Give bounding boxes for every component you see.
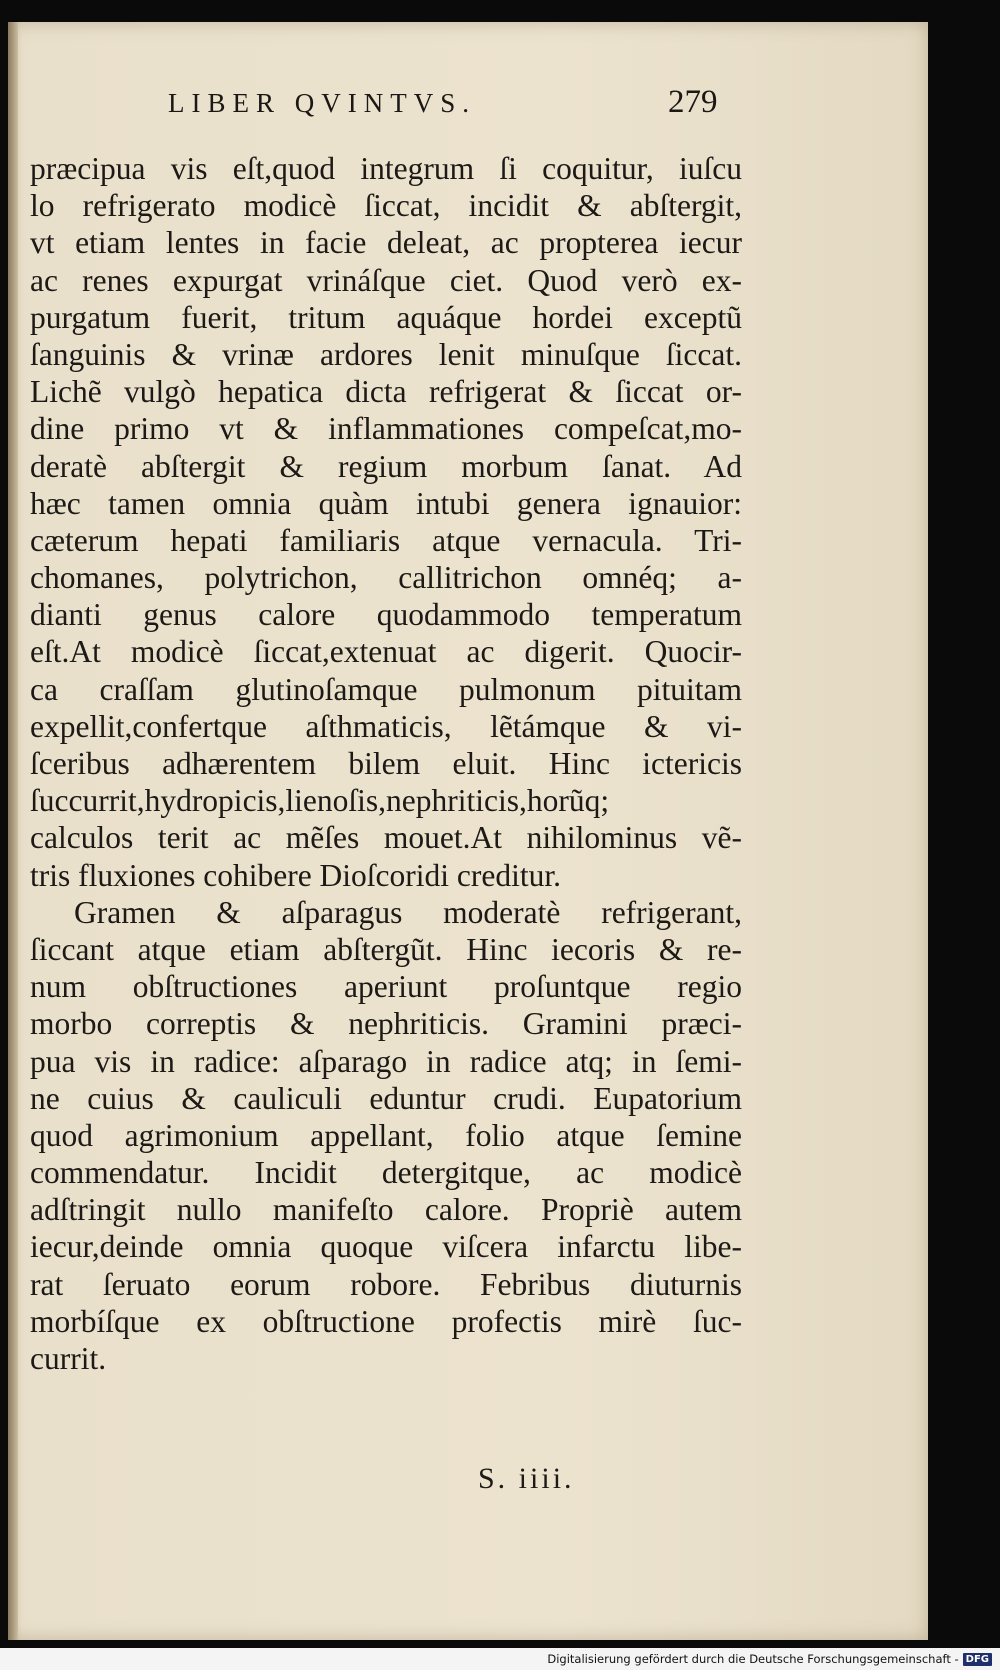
text-line: præcipua vis eſt,quod integrum ſi coquitur, iuſcu (30, 151, 742, 186)
funding-credit: Digitalisierung gefördert durch die Deutsche Forschungsgemeinschaft - (547, 1652, 959, 1666)
text-line: currit. (30, 1341, 107, 1376)
text-line: morbo correptis & nephriticis. Gramini præci- (30, 1006, 742, 1042)
text-line: rat ſeruato eorum robore. Febribus diuturnis (30, 1266, 742, 1302)
text-line: morbíſque ex obſtructione profectis mirè ſuc- (30, 1303, 742, 1339)
text-line: adſtringit nullo manifeſto calore. Propriè autem (30, 1192, 742, 1228)
dfg-logo: DFG (963, 1653, 992, 1666)
text-line: lo refrigerato modicè ſiccat, incidit & abſtergit, (30, 188, 742, 224)
text-line: Lichẽ vulgò hepatica dicta refrigerat & ſiccat or- (30, 374, 742, 410)
text-line: dianti genus calore quodammodo temperatum (30, 597, 742, 633)
text-line: ſiccant atque etiam abſtergũt. Hinc iecoris & re- (30, 931, 742, 967)
page-number: 279 (668, 84, 718, 120)
signature-mark: S. iiii. (478, 1462, 575, 1495)
text-line: num obſtructiones aperiunt proſuntque regio (30, 969, 742, 1005)
text-line: commendatur. Incidit detergitque, ac modicè (30, 1155, 742, 1191)
text-line: calculos terit ac mẽſes mouet.At nihilominus vẽ- (30, 820, 742, 856)
text-line: eſt.At modicè ſiccat,extenuat ac digerit. Quocir- (30, 634, 742, 670)
text-line: quod agrimonium appellant, folio atque ſemine (30, 1117, 742, 1153)
text-line: ac renes expurgat vrináſque ciet. Quod verò ex- (30, 262, 742, 298)
text-line: ca craſſam glutinoſamque pulmonum pituitam (30, 671, 742, 707)
text-line: ne cuius & cauliculi eduntur crudi. Eupatorium (30, 1080, 742, 1116)
text-line: pua vis in radice: aſparago in radice atq; in ſemi- (30, 1043, 742, 1079)
text-line: ſuccurrit,hydropicis,lienoſis,nephriticis,horũq; (30, 783, 610, 819)
text-line: ſceribus adhærentem bilem eluit. Hinc ictericis (30, 746, 742, 781)
text-line: chomanes, polytrichon, callitrichon omnéq; a- (30, 560, 742, 596)
page-binding-edge (8, 22, 18, 1640)
text-line: deratè abſtergit & regium morbum ſanat. Ad (30, 448, 742, 484)
text-line: tris fluxiones cohibere Dioſcoridi creditur. (30, 857, 561, 893)
text-line: ſanguinis & vrinæ ardores lenit minuſque ſiccat. (30, 336, 742, 372)
running-title: LIBER QVINTVS. (168, 88, 476, 118)
text-line: expellit,confertque aſthmaticis, lẽtámque & vi- (30, 708, 742, 744)
text-line: dine primo vt & inflammationes compeſcat,mo- (30, 411, 742, 447)
text-line: hæc tamen omnia quàm intubi genera ignauior: (30, 485, 742, 521)
running-head (8, 84, 928, 128)
text-line: Gramen & aſparagus moderatè refrigerant, (74, 894, 742, 930)
text-line: vt etiam lentes in facie deleat, ac propterea iecur (30, 225, 742, 261)
digitization-footer (547, 1650, 992, 1668)
text-line: purgatum fuerit, tritum aquáque hordei exceptũ (30, 299, 742, 335)
body-text (30, 150, 742, 1377)
text-line: iecur,deinde omnia quoque viſcera infarctu libe- (30, 1229, 742, 1265)
book-page (8, 22, 928, 1640)
text-line: cæterum hepati familiaris atque vernacula. Tri- (30, 522, 742, 558)
